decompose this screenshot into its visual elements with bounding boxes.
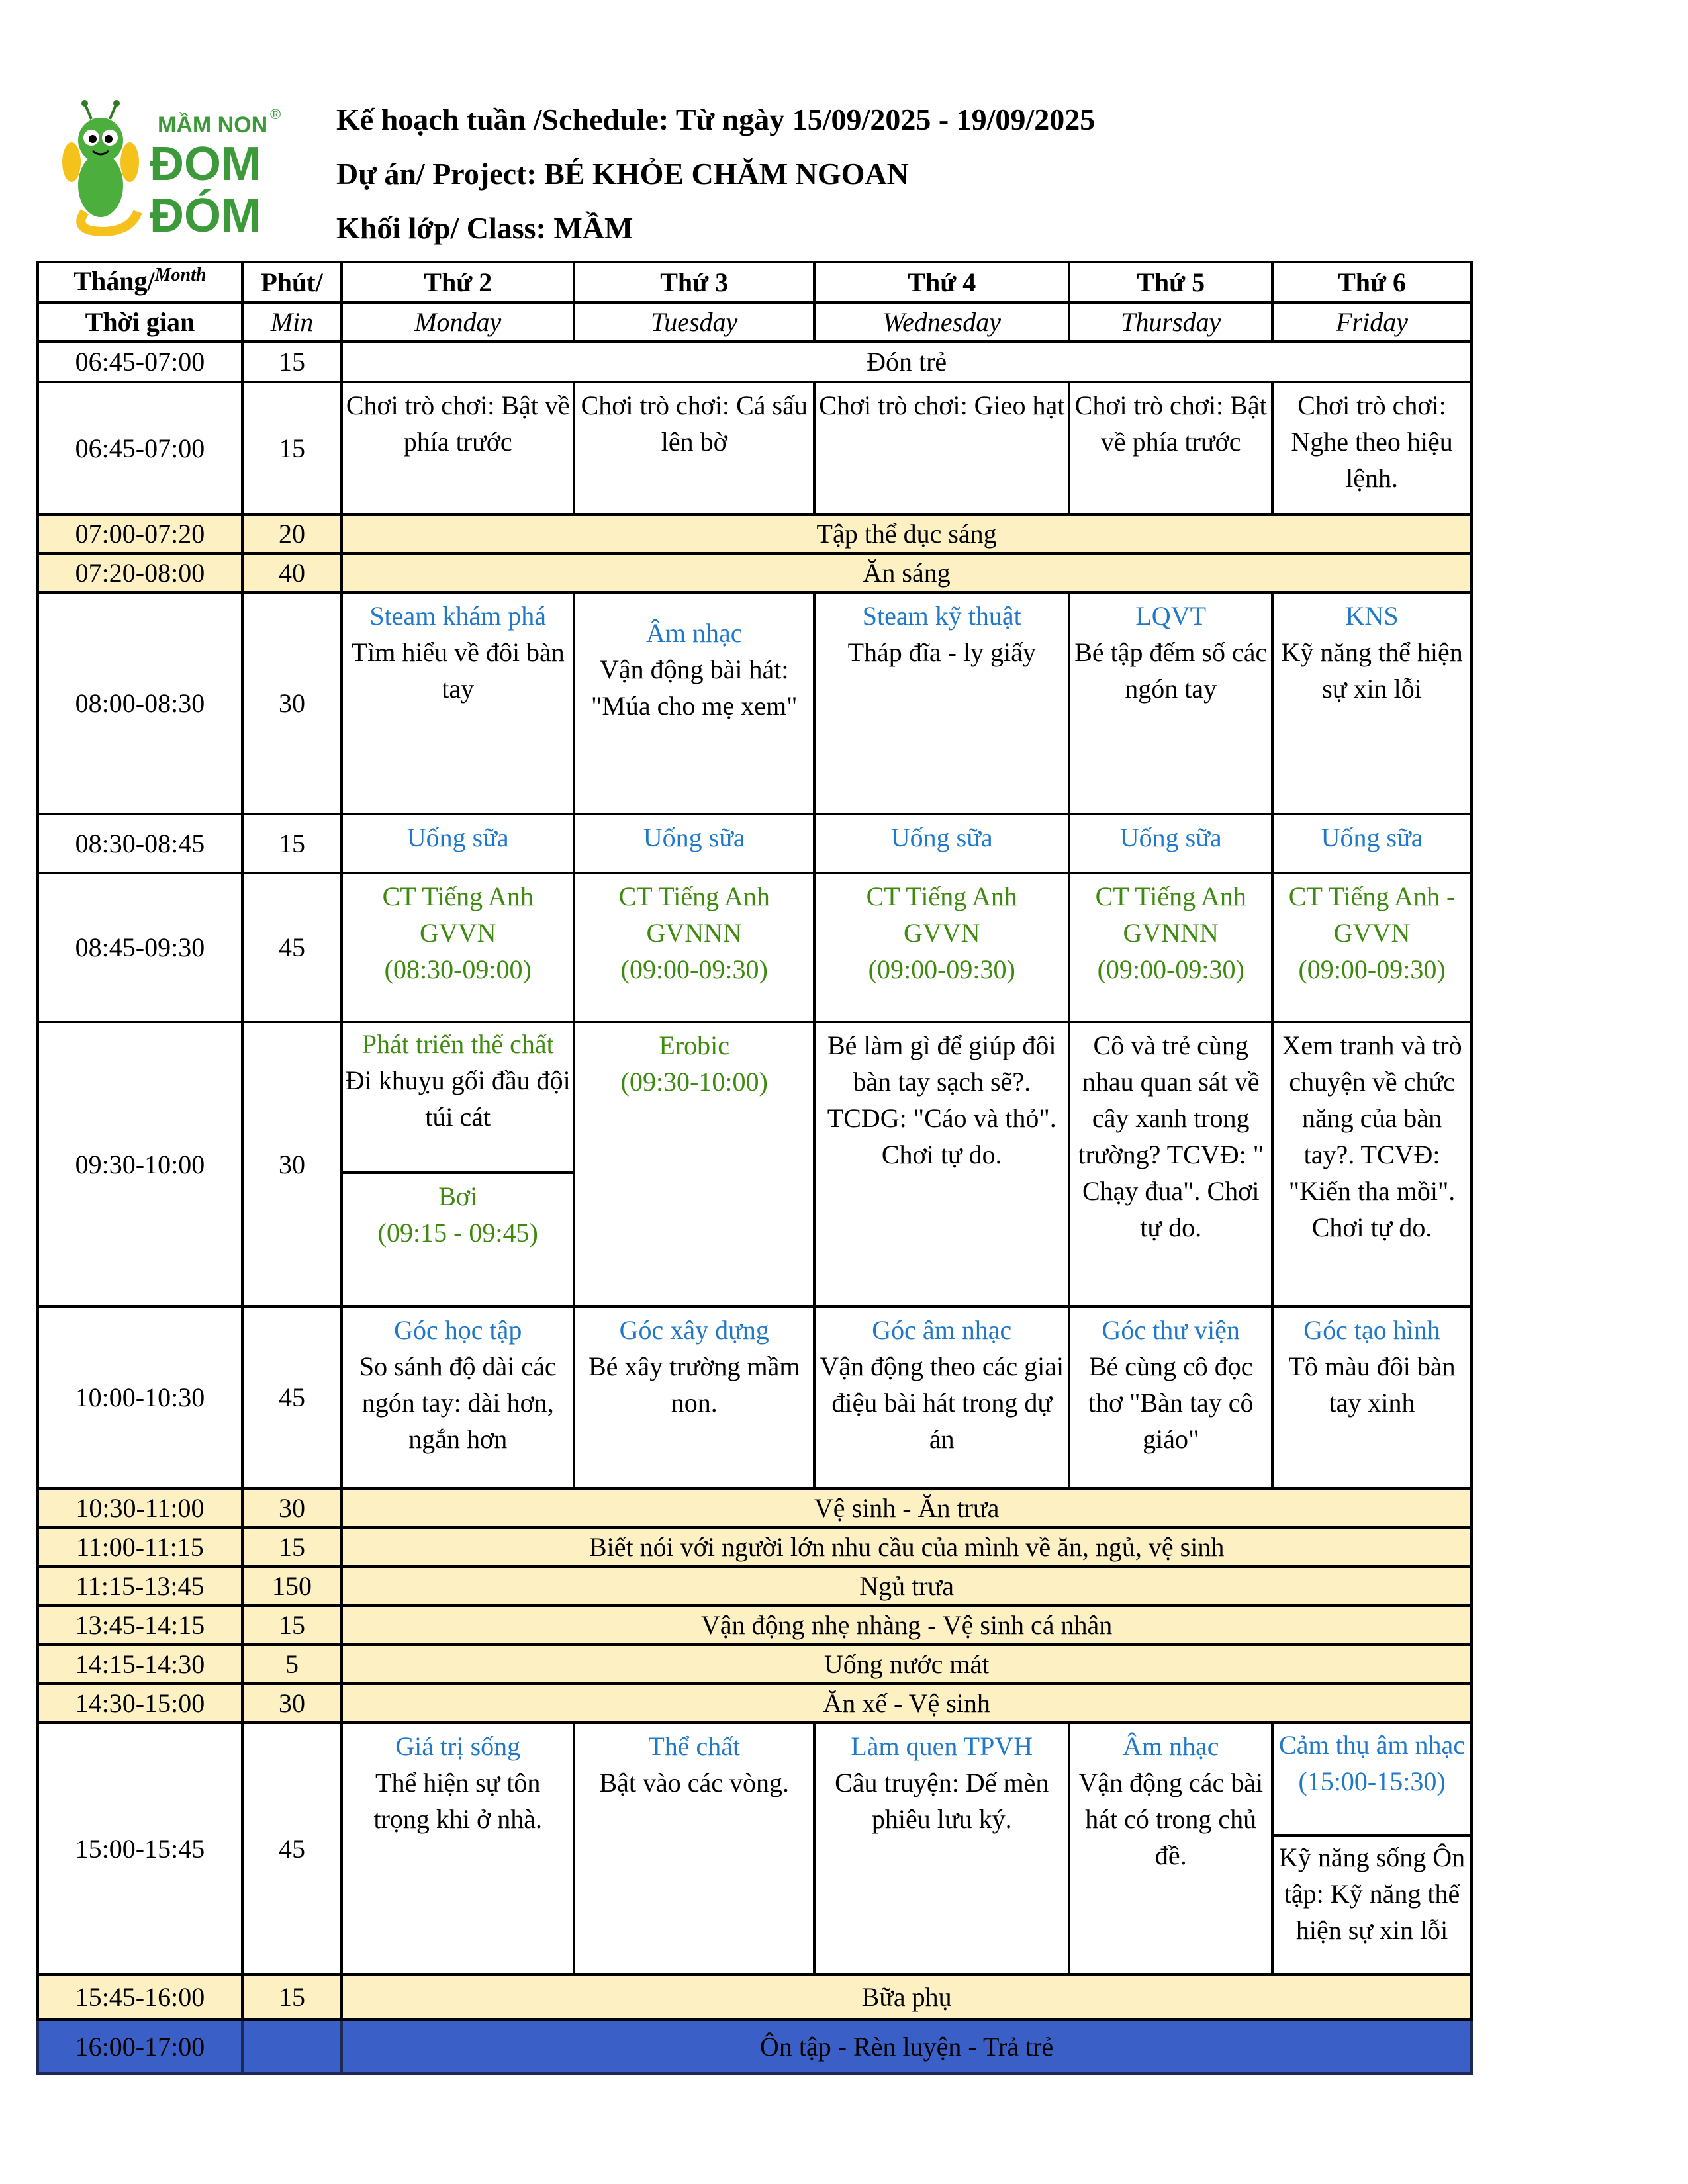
row-activity: Ăn xế - Vệ sinh xyxy=(342,1684,1472,1723)
subject-title: Góc âm nhạc xyxy=(872,1315,1012,1345)
swim-title: Bơi xyxy=(438,1181,478,1211)
subject-title: Thể chất xyxy=(648,1731,741,1761)
row-time: 13:45-14:15 xyxy=(38,1606,242,1645)
logo-reg: ® xyxy=(270,106,281,122)
cell-wed xyxy=(814,592,1069,814)
row-time: 08:30-08:45 xyxy=(38,814,242,873)
row-time: 15:00-15:45 xyxy=(38,1723,242,1974)
subject-body: Vận động bài hát: "Múa cho mẹ xem" xyxy=(590,655,798,721)
row-activity: Bữa phụ xyxy=(342,1974,1472,2019)
cell-wed: Uống sữa xyxy=(814,814,1069,873)
firefly-mascot-icon xyxy=(62,100,139,232)
subject-title: Làm quen TPVH xyxy=(851,1731,1033,1761)
row-min: 45 xyxy=(242,1306,342,1488)
row-time: 11:15-13:45 xyxy=(38,1567,242,1606)
cell-tue xyxy=(574,592,814,814)
cell-thu xyxy=(1069,1723,1272,1974)
row-time: 07:20-08:00 xyxy=(38,553,242,592)
subject-title: Steam khám phá xyxy=(369,601,547,631)
row-activity: Uống nước mát xyxy=(342,1645,1472,1684)
table-row xyxy=(38,1723,1472,1974)
row-min: 40 xyxy=(242,553,342,592)
cell-tue xyxy=(574,1022,814,1306)
cell-tue xyxy=(574,1723,814,1974)
subject-title: Âm nhạc xyxy=(645,618,743,648)
row-min: 15 xyxy=(242,1527,342,1567)
row-min: 30 xyxy=(242,1488,342,1527)
cell-mon xyxy=(342,592,574,814)
subject-title: Phát triển thể chất xyxy=(361,1029,554,1059)
header-day-tue-en: Tuesday xyxy=(574,302,814,341)
cell-mon xyxy=(342,1022,574,1306)
schedule-title: Kế hoạch tuần /Schedule: Từ ngày 15/09/2025 - 19/09/2025 xyxy=(336,103,1096,136)
row-min: 30 xyxy=(242,1684,342,1723)
school-logo xyxy=(58,99,297,238)
row-activity: Tập thể dục sáng xyxy=(342,514,1472,553)
row-time: 10:30-11:00 xyxy=(38,1488,242,1527)
row-min: 30 xyxy=(242,1022,342,1306)
row-min: 15 xyxy=(242,814,342,873)
cell-fri: CT Tiếng Anh - GVVN (09:00-09:30) xyxy=(1272,873,1472,1022)
row-min: 45 xyxy=(242,1723,342,1974)
row-min: 15 xyxy=(242,341,342,382)
row-time: 06:45-07:00 xyxy=(38,341,242,382)
row-time: 15:45-16:00 xyxy=(38,1974,242,2019)
table-row xyxy=(38,873,1472,1022)
row-min xyxy=(242,2019,342,2073)
row-time: 16:00-17:00 xyxy=(38,2019,242,2073)
header-time-top: Tháng/$^{Month}$ xyxy=(38,262,242,302)
cell-tue: Chơi trò chơi: Cá sấu lên bờ xyxy=(574,382,814,514)
cell-fri: Uống sữa xyxy=(1272,814,1472,873)
row-min: 15 xyxy=(242,1974,342,2019)
header-day-thu: Thứ 5 xyxy=(1069,262,1272,302)
cell-wed: CT Tiếng Anh GVVN (09:00-09:30) xyxy=(814,873,1069,1022)
row-min: 45 xyxy=(242,873,342,1022)
row-activity: Ôn tập - Rèn luyện - Trả trẻ xyxy=(342,2019,1472,2073)
cell-thu xyxy=(1069,592,1272,814)
logo-line3: ĐÓM xyxy=(150,189,261,238)
cell-mon: Uống sữa xyxy=(342,814,574,873)
subject-time: (09:30-10:00) xyxy=(620,1067,768,1097)
table-row xyxy=(38,1527,1472,1567)
subject-body: Tháp đĩa - ly giấy xyxy=(847,637,1036,667)
cell-mon xyxy=(342,1306,574,1488)
row-activity: Vệ sinh - Ăn trưa xyxy=(342,1488,1472,1527)
table-row xyxy=(38,814,1472,873)
cell-fri xyxy=(1272,1306,1472,1488)
header-day-wed-en: Wednesday xyxy=(814,302,1069,341)
logo-line2: ĐOM xyxy=(150,138,261,191)
class-title: Khối lớp/ Class: MẦM xyxy=(336,211,633,245)
header-row-1 xyxy=(38,262,1472,302)
subject-body: Vận động theo các giai điệu bài hát trong dự án xyxy=(820,1351,1064,1454)
table-row xyxy=(38,1684,1472,1723)
header-day-fri-en: Friday xyxy=(1272,302,1472,341)
row-activity: Biết nói với người lớn nhu cầu của mình về ăn, ngủ, vệ sinh xyxy=(342,1527,1472,1567)
cell-tue: CT Tiếng Anh GVNNN (09:00-09:30) xyxy=(574,873,814,1022)
row-time: 14:15-14:30 xyxy=(38,1645,242,1684)
subject-title: Cảm thụ âm nhạc xyxy=(1279,1730,1466,1760)
row-time: 06:45-07:00 xyxy=(38,382,242,514)
row-min: 30 xyxy=(242,592,342,814)
cell-tue: Uống sữa xyxy=(574,814,814,873)
header-day-fri: Thứ 6 xyxy=(1272,262,1472,302)
row-min: 15 xyxy=(242,1606,342,1645)
logo-line1: MẦM NON xyxy=(158,113,268,138)
subject-body: Bé tập đếm số các ngón tay xyxy=(1074,637,1268,704)
header-time: Thời gian xyxy=(38,302,242,341)
subject-body: Câu truyện: Dế mèn phiêu lưu ký. xyxy=(835,1768,1049,1834)
subject-title: Góc thư viện xyxy=(1102,1315,1240,1345)
cell-wed: Bé làm gì để giúp đôi bàn tay sạch sẽ?. TCDG: "Cáo và thỏ". Chơi tự do. xyxy=(814,1022,1069,1306)
table-row xyxy=(38,592,1472,814)
subject-body: Vận động các bài hát có trong chủ đề. xyxy=(1078,1768,1264,1870)
subject-title: LQVT xyxy=(1135,601,1207,631)
subject-title: Góc tạo hình xyxy=(1303,1315,1440,1345)
row-time: 09:30-10:00 xyxy=(38,1022,242,1306)
life-skills-text: Kỹ năng sống Ôn tập: Kỹ năng thể hiện sự xin lỗi xyxy=(1279,1843,1466,1945)
row-min: 20 xyxy=(242,514,342,553)
subject-title: Góc học tập xyxy=(394,1315,522,1345)
project-title: Dự án/ Project: BÉ KHỎE CHĂM NGOAN xyxy=(336,157,909,191)
subject-body: Kỹ năng thể hiện sự xin lỗi xyxy=(1281,637,1463,704)
row-time: 07:00-07:20 xyxy=(38,514,242,553)
subject-body: Bé cùng cô đọc thơ "Bàn tay cô giáo" xyxy=(1088,1351,1254,1454)
header-day-thu-en: Thursday xyxy=(1069,302,1272,341)
row-time: 10:00-10:30 xyxy=(38,1306,242,1488)
header-day-mon: Thứ 2 xyxy=(342,262,574,302)
cell-wed xyxy=(814,1723,1069,1974)
document-header xyxy=(336,93,1095,255)
row-time: 14:30-15:00 xyxy=(38,1684,242,1723)
table-row xyxy=(38,1567,1472,1606)
cell-thu xyxy=(1069,1306,1272,1488)
table-row xyxy=(38,2019,1472,2073)
subject-body: Đi khuỵu gối đầu đội túi cát xyxy=(345,1066,571,1132)
table-row xyxy=(38,382,1472,514)
header-min-top: Phút/ xyxy=(242,262,342,302)
cell-fri xyxy=(1272,592,1472,814)
header-row-2 xyxy=(38,302,1472,341)
subject-title: Âm nhạc xyxy=(1122,1731,1219,1761)
subject-title: Giá trị sống xyxy=(395,1731,521,1761)
cell-wed xyxy=(814,1306,1069,1488)
table-row xyxy=(38,1306,1472,1488)
header-day-wed: Thứ 4 xyxy=(814,262,1069,302)
row-time: 11:00-11:15 xyxy=(38,1527,242,1567)
header-day-tue: Thứ 3 xyxy=(574,262,814,302)
table-row xyxy=(38,553,1472,592)
cell-fri xyxy=(1272,1723,1472,1974)
cell-thu: CT Tiếng Anh GVNNN (09:00-09:30) xyxy=(1069,873,1272,1022)
subject-title: Erobic xyxy=(659,1030,730,1060)
table-row xyxy=(38,1606,1472,1645)
cell-tue xyxy=(574,1306,814,1488)
cell-thu: Cô và trẻ cùng nhau quan sát về cây xanh trong trường? TCVĐ: " Chạy đua". Chơi tự do. xyxy=(1069,1022,1272,1306)
cell-thu: Uống sữa xyxy=(1069,814,1272,873)
cell-mon: Chơi trò chơi: Bật về phía trước xyxy=(342,382,574,514)
cell-mon xyxy=(342,1723,574,1974)
subject-body: Tô màu đôi bàn tay xinh xyxy=(1288,1351,1456,1418)
table-row xyxy=(38,1974,1472,2019)
row-time: 08:00-08:30 xyxy=(38,592,242,814)
cell-fri: Xem tranh và trò chuyện về chức năng của bàn tay?. TCVĐ: "Kiến tha mồi". Chơi tự do. xyxy=(1272,1022,1472,1306)
subject-title: Góc xây dựng xyxy=(619,1315,769,1345)
header-day-mon-en: Monday xyxy=(342,302,574,341)
header-min: Min xyxy=(242,302,342,341)
cell-thu: Chơi trò chơi: Bật về phía trước xyxy=(1069,382,1272,514)
weekly-schedule-table xyxy=(36,261,1473,2075)
row-activity: Đón trẻ xyxy=(342,341,1472,382)
subject-title: KNS xyxy=(1345,601,1399,631)
row-activity: Ăn sáng xyxy=(342,553,1472,592)
table-row xyxy=(38,514,1472,553)
table-row xyxy=(38,1022,1472,1306)
row-activity: Vận động nhẹ nhàng - Vệ sinh cá nhân xyxy=(342,1606,1472,1645)
table-row xyxy=(38,1488,1472,1527)
cell-mon: CT Tiếng Anh GVVN (08:30-09:00) xyxy=(342,873,574,1022)
subject-body: Bé xây trường mầm non. xyxy=(588,1351,800,1418)
row-time: 08:45-09:30 xyxy=(38,873,242,1022)
subject-title: Steam kỹ thuật xyxy=(862,601,1021,631)
table-row xyxy=(38,1645,1472,1684)
subject-time: (15:00-15:30) xyxy=(1298,1766,1446,1796)
subject-body: So sánh độ dài các ngón tay: dài hơn, ngắn hơn xyxy=(359,1351,557,1454)
swim-time: (09:15 - 09:45) xyxy=(377,1218,538,1248)
cell-wed: Chơi trò chơi: Gieo hạt xyxy=(814,382,1069,514)
row-min: 150 xyxy=(242,1567,342,1606)
row-activity: Ngủ trưa xyxy=(342,1567,1472,1606)
subject-body: Bật vào các vòng. xyxy=(599,1768,789,1797)
subject-body: Tìm hiểu về đôi bàn tay xyxy=(351,637,565,704)
subject-body: Thể hiện sự tôn trọng khi ở nhà. xyxy=(373,1768,542,1834)
table-row xyxy=(38,341,1472,382)
row-min: 5 xyxy=(242,1645,342,1684)
cell-fri: Chơi trò chơi: Nghe theo hiệu lệnh. xyxy=(1272,382,1472,514)
row-min: 15 xyxy=(242,382,342,514)
